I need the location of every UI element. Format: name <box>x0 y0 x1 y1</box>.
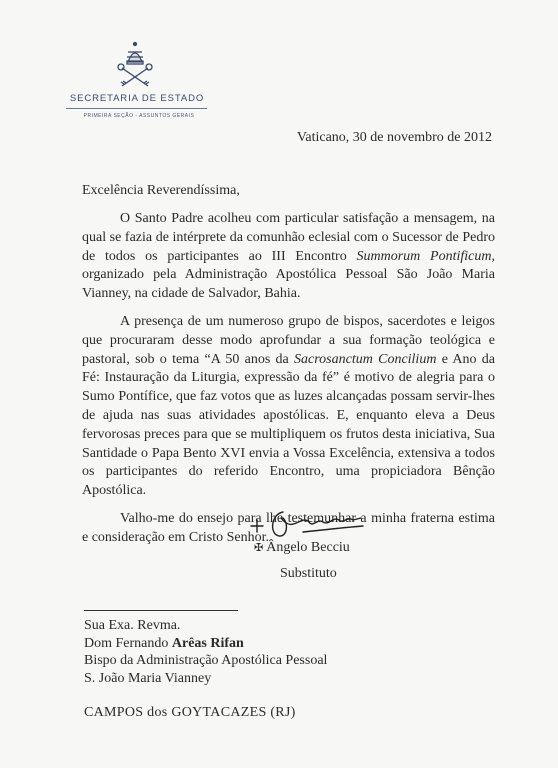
paragraph-1 <box>82 210 495 304</box>
handwritten-signature <box>243 504 373 544</box>
recipient-city: CAMPOS dos GOYTACAZES (RJ) <box>84 705 296 720</box>
recipient-line-3: Bispo da Administração Apostólica Pessoal <box>84 653 328 668</box>
paragraph-2-italic: Sacrosanctum Concilium <box>294 351 437 367</box>
office-section: PRIMEIRA SEÇÃO - ASSUNTOS GERAIS <box>83 113 195 119</box>
signer <box>254 540 350 556</box>
cross-icon: ✠ <box>254 542 264 554</box>
papal-keys-tiara-icon <box>110 40 160 90</box>
letterhead-divider <box>66 108 207 109</box>
paragraph-3: Valho-me do ensejo para lhe testemunhar a minha fraterna estima e consideração em Cristo Senhor. <box>82 510 495 545</box>
paragraph-1-text-b: , organizado pela Administração Apostólica Pessoal São João Maria Vianney, na cidade de Salvador, Bahia. <box>82 248 495 302</box>
paragraph-1-text-a: O Santo Padre acolheu com particular satisfação a mensagem, na qual se fazia de intérprete da comunhão eclesial com o Sucessor de Pedro de todos os participantes ao III Encontro <box>82 211 495 264</box>
recipient-line-1: Sua Exa. Revma. <box>84 618 181 633</box>
signer-name: Ângelo Becciu <box>266 540 350 555</box>
paragraph-2 <box>82 313 495 501</box>
paragraph-1-italic: Summorum Pontificum <box>356 248 492 264</box>
signer-title: Substituto <box>280 566 337 581</box>
address-divider <box>84 610 238 611</box>
paragraph-2-text-b: e Ano da Fé: Instauração da Liturgia, expressão da fé” é motivo de alegria para o Sumo Pontífice, que faz votos que as luzes alcançadas possam servir-lhes de ajuda nas suas atividades apostólicas. E, enquanto eleva a Deus fervorosas preces para que se multipliquem os frutos desta iniciativa, Sua Santidade o Papa Bento XVI envia a Vossa Excelência, extensiva a todos os participantes do referido Encontro, uma propiciadora Bênção Apostólica. <box>82 351 495 499</box>
recipient-block <box>84 617 327 687</box>
office-name: SECRETARIA DE ESTADO <box>69 93 205 104</box>
recipient-line-2 <box>84 635 327 653</box>
paragraph-2-text-a: A presença de um numeroso grupo de bispos, sacerdotes e leigos que procuraram desse modo aprofundar a sua formação teológica e pastoral, sob o tema “A 50 anos da <box>82 313 495 367</box>
recipient-line-4: S. João Maria Vianney <box>84 670 212 686</box>
recipient-surname: Arêas Rifan <box>171 635 244 651</box>
salutation: Excelência Reverendíssima, <box>82 183 240 198</box>
letter-date: Vaticano, 30 de novembro de 2012 <box>296 130 492 145</box>
recipient-name-prefix: Dom Fernando <box>84 635 172 651</box>
